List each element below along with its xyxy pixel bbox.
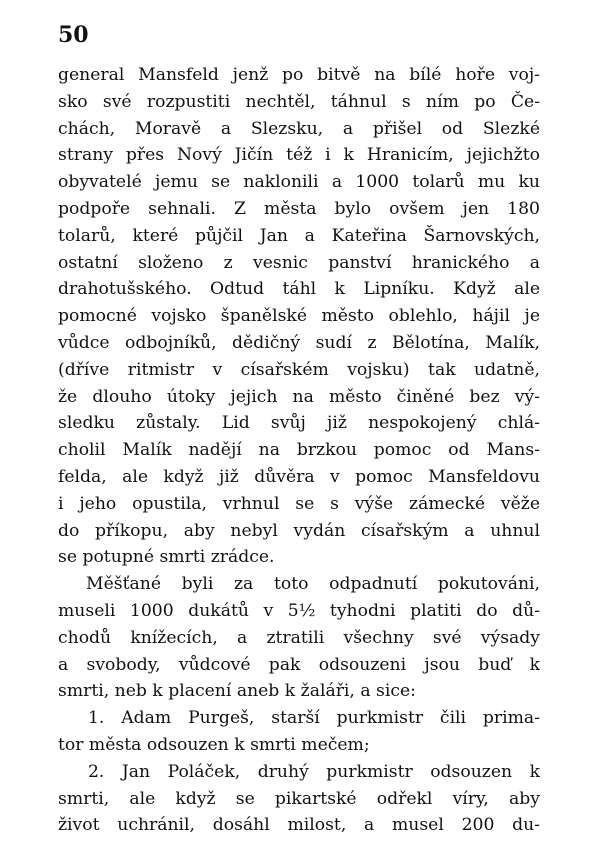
text-line: se potupné smrti zrádce. bbox=[58, 547, 275, 568]
text-line: i jeho opustila, vrhnul se s výše zámecké věže bbox=[58, 493, 540, 514]
text-line: cholil Malík nadějí na brzkou pomoc od Mans- bbox=[58, 440, 540, 461]
text-line: a svobody, vůdcové pak odsouzeni jsou buď k bbox=[58, 654, 540, 675]
text-line: smrti, ale když se pikartské odřekl víry, aby bbox=[58, 788, 540, 809]
text-line: život uchránil, dosáhl milost, a musel 200 du- bbox=[58, 815, 540, 836]
text-line: tor města odsouzen k smrti mečem; bbox=[58, 734, 370, 755]
text-line: strany přes Nový Jičín též i k Hranicím, jejichžto bbox=[58, 145, 540, 166]
text-line: felda, ale když již důvěra v pomoc Mansfeldovu bbox=[58, 466, 540, 487]
body-text bbox=[58, 62, 540, 839]
text-line: vůdce odbojníků, dědičný sudí z Bělotína, Malík, bbox=[58, 332, 540, 353]
text-line: 1. Adam Purgeš, starší purkmistr čili prima- bbox=[88, 708, 540, 729]
page-number: 50 bbox=[58, 22, 89, 48]
text-line: Měšťané byli za toto odpadnutí pokutováni, bbox=[86, 574, 540, 595]
text-line: chodů knížecích, a ztratili všechny své výsady bbox=[58, 627, 540, 648]
text-line: sledku zůstaly. Lid svůj již nespokojený chlá- bbox=[58, 413, 540, 434]
text-line: podpoře sehnali. Z města bylo ovšem jen 180 bbox=[58, 198, 540, 219]
text-line: smrti, neb k placení aneb k žaláři, a sice: bbox=[58, 681, 416, 702]
text-line: (dříve ritmistr v císařském vojsku) tak udatně, bbox=[58, 359, 540, 380]
text-line: do příkopu, aby nebyl vydán císařským a uhnul bbox=[58, 520, 540, 541]
text-line: museli 1000 dukátů v 5½ tyhodni platiti do dů- bbox=[58, 600, 540, 621]
text-line: chách, Moravě a Slezsku, a přišel od Slezké bbox=[58, 118, 540, 139]
text-line: drahotušského. Odtud táhl k Lipníku. Když ale bbox=[58, 279, 540, 300]
text-line: že dlouho útoky jejich na město činěné bez vý- bbox=[58, 386, 540, 407]
text-line: general Mansfeld jenž po bitvě na bílé hoře voj- bbox=[58, 65, 540, 85]
text-line: obyvatelé jemu se naklonili a 1000 tolarů mu ku bbox=[58, 172, 540, 193]
text-line: ostatní složeno z vesnic panství hranického a bbox=[58, 252, 540, 273]
text-line: pomocné vojsko španělské město oblehlo, hájil je bbox=[58, 306, 540, 327]
text-line: sko své rozpustiti nechtěl, táhnul s ním po Če- bbox=[58, 91, 540, 112]
text-line: 2. Jan Poláček, druhý purkmistr odsouzen k bbox=[88, 761, 540, 782]
text-line: tolarů, které půjčil Jan a Kateřina Šarnovských, bbox=[58, 225, 540, 246]
